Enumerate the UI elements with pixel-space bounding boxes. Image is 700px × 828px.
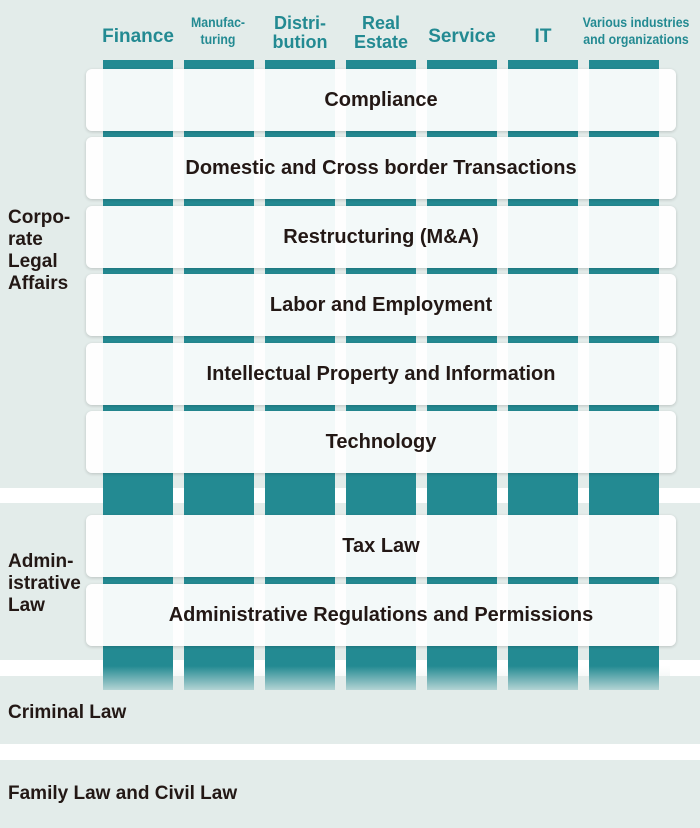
- practice-row-labor: Labor and Employment: [86, 274, 676, 336]
- column-header-finance: Finance: [102, 26, 174, 47]
- category-corporate-legal-affairs: Corpo- rate Legal Affairs: [8, 207, 71, 294]
- column-header-distribution: Distri- bution: [272, 13, 328, 52]
- practice-row-technology: Technology: [86, 411, 676, 473]
- practice-row-administrative-regulations: Administrative Regulations and Permissions: [86, 584, 676, 646]
- column-header-it: IT: [534, 26, 552, 47]
- practice-row-tax-law: Tax Law: [86, 515, 676, 577]
- practice-row-transactions: Domestic and Cross border Transactions: [86, 137, 676, 199]
- column-header-various: Various industries and organizations: [582, 14, 690, 47]
- practice-row-intellectual-property: Intellectual Property and Information: [86, 343, 676, 405]
- column-header-real-estate: Real Estate: [353, 13, 409, 52]
- column-header-manufacturing: Manufac- turing: [190, 14, 246, 47]
- category-criminal-law: Criminal Law: [8, 702, 127, 723]
- column-header-service: Service: [428, 26, 496, 47]
- stripe-fade: [100, 666, 670, 698]
- category-administrative-law: Admin- istrative Law: [8, 551, 81, 616]
- practice-row-restructuring: Restructuring (M&A): [86, 206, 676, 268]
- practice-row-compliance: Compliance: [86, 69, 676, 131]
- category-family-civil-law: Family Law and Civil Law: [8, 783, 238, 804]
